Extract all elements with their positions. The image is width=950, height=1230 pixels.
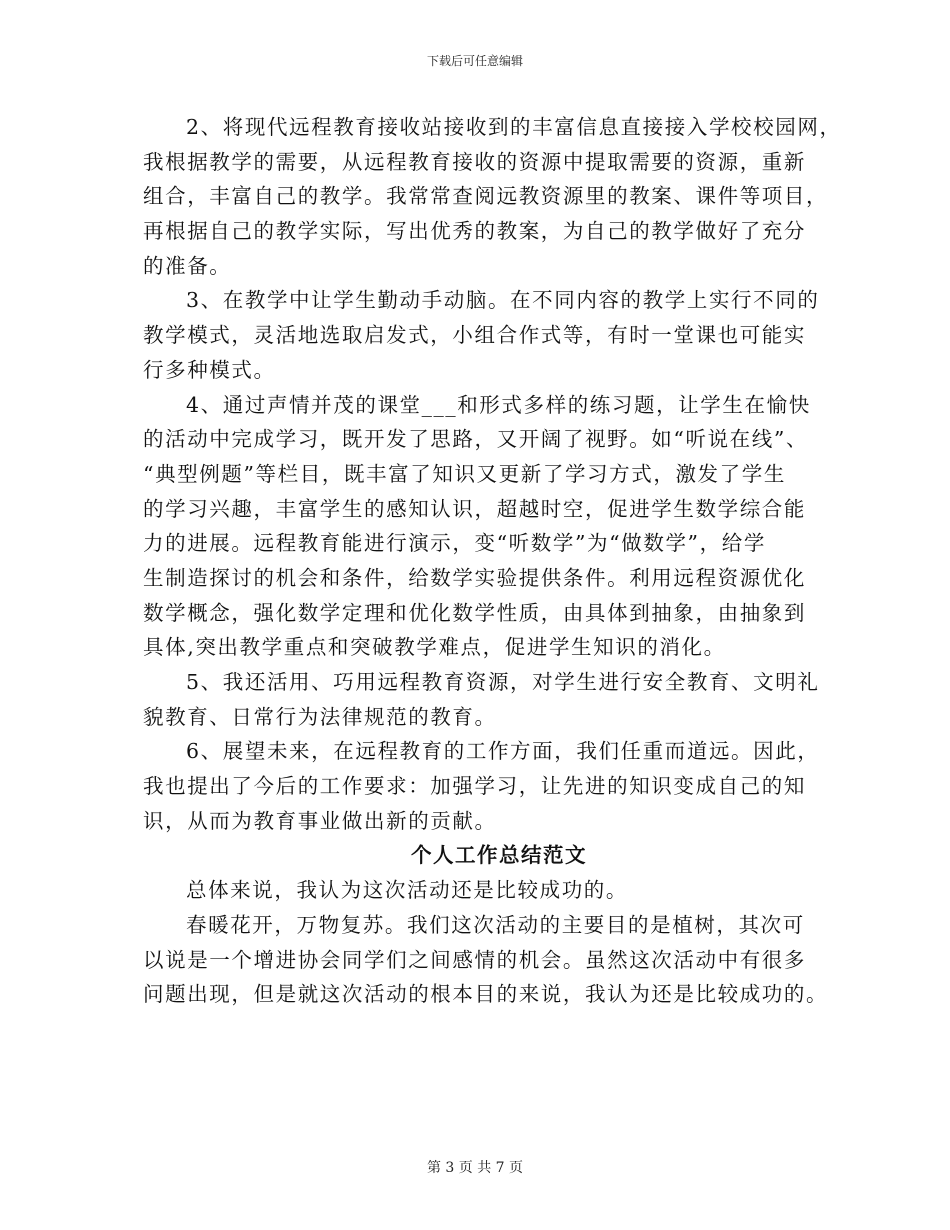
paragraph-line: 力的进展。远程教育能进行演示，变“听数学”为“做数学”，给学 xyxy=(143,531,766,556)
document-body xyxy=(143,110,842,1012)
paragraph-line: 的学习兴趣，丰富学生的感知认识，超越时空，促进学生数学综合能 xyxy=(143,496,806,521)
paragraph-line: 以说是一个增进协会同学们之间感情的机会。虽然这次活动中有很多 xyxy=(143,947,806,972)
paragraph-line: 总体来说，我认为这次活动还是比较成功的。 xyxy=(186,878,628,903)
paragraph-line: 问题出现，但是就这次活动的根本目的来说，我认为还是比较成功的。 xyxy=(143,982,829,1007)
paragraph-line: 行多种模式。 xyxy=(143,357,276,382)
paragraph-line: 组合，丰富自己的教学。我常常查阅远教资源里的教案、课件等项目， xyxy=(143,184,829,209)
paragraph-line: 4、通过声情并茂的课堂___和形式多样的练习题，让学生在愉快 xyxy=(186,392,811,417)
paragraph-line: 识，从而为教育事业做出新的贡献。 xyxy=(143,808,497,833)
paragraph-line: 6、展望未来，在远程教育的工作方面，我们任重而道远。因此， xyxy=(186,739,820,764)
page-footer: 第 3 页 共 7 页 xyxy=(426,1160,524,1176)
paragraph-line: 教学模式，灵活地选取启发式，小组合作式等，有时一堂课也可能实 xyxy=(143,323,806,348)
section-title: 个人工作总结范文 xyxy=(411,843,587,868)
paragraph-line: 春暖花开，万物复苏。我们这次活动的主要目的是植树，其次可 xyxy=(186,912,805,937)
paragraph-line: 的活动中完成学习，既开发了思路，又开阔了视野。如“听说在线”、 xyxy=(143,427,809,452)
paragraph-line: 貌教育、日常行为法律规范的教育。 xyxy=(143,704,497,729)
paragraph-line: 再根据自己的教学实际，写出优秀的教案，为自己的教学做好了充分 xyxy=(143,219,806,244)
paragraph-line: 5、我还活用、巧用远程教育资源，对学生进行安全教育、文明礼 xyxy=(186,670,820,694)
paragraph-line: 2、将现代远程教育接收站接收到的丰富信息直接接入学校校园网， xyxy=(186,115,842,139)
paragraph-line: 具体,突出教学重点和突破教学难点，促进学生知识的消化。 xyxy=(143,635,726,660)
paragraph-line: “典型例题”等栏目，既丰富了知识又更新了学习方式，激发了学生 xyxy=(143,461,786,486)
paragraph-line: 3、在教学中让学生勤动手动脑。在不同内容的教学上实行不同的 xyxy=(186,288,820,313)
paragraph-line: 的准备。 xyxy=(143,253,232,278)
page-header: 下载后可任意编辑 xyxy=(426,54,523,68)
paragraph-line: 我根据教学的需要，从远程教育接收的资源中提取需要的资源，重新 xyxy=(143,149,806,174)
paragraph-line: 生制造探讨的机会和条件，给数学实验提供条件。利用远程资源优化 xyxy=(143,565,806,590)
paragraph-line: 数学概念，强化数学定理和优化数学性质，由具体到抽象，由抽象到 xyxy=(143,600,806,625)
paragraph-line: 我也提出了今后的工作要求：加强学习，让先进的知识变成自己的知 xyxy=(143,774,806,799)
